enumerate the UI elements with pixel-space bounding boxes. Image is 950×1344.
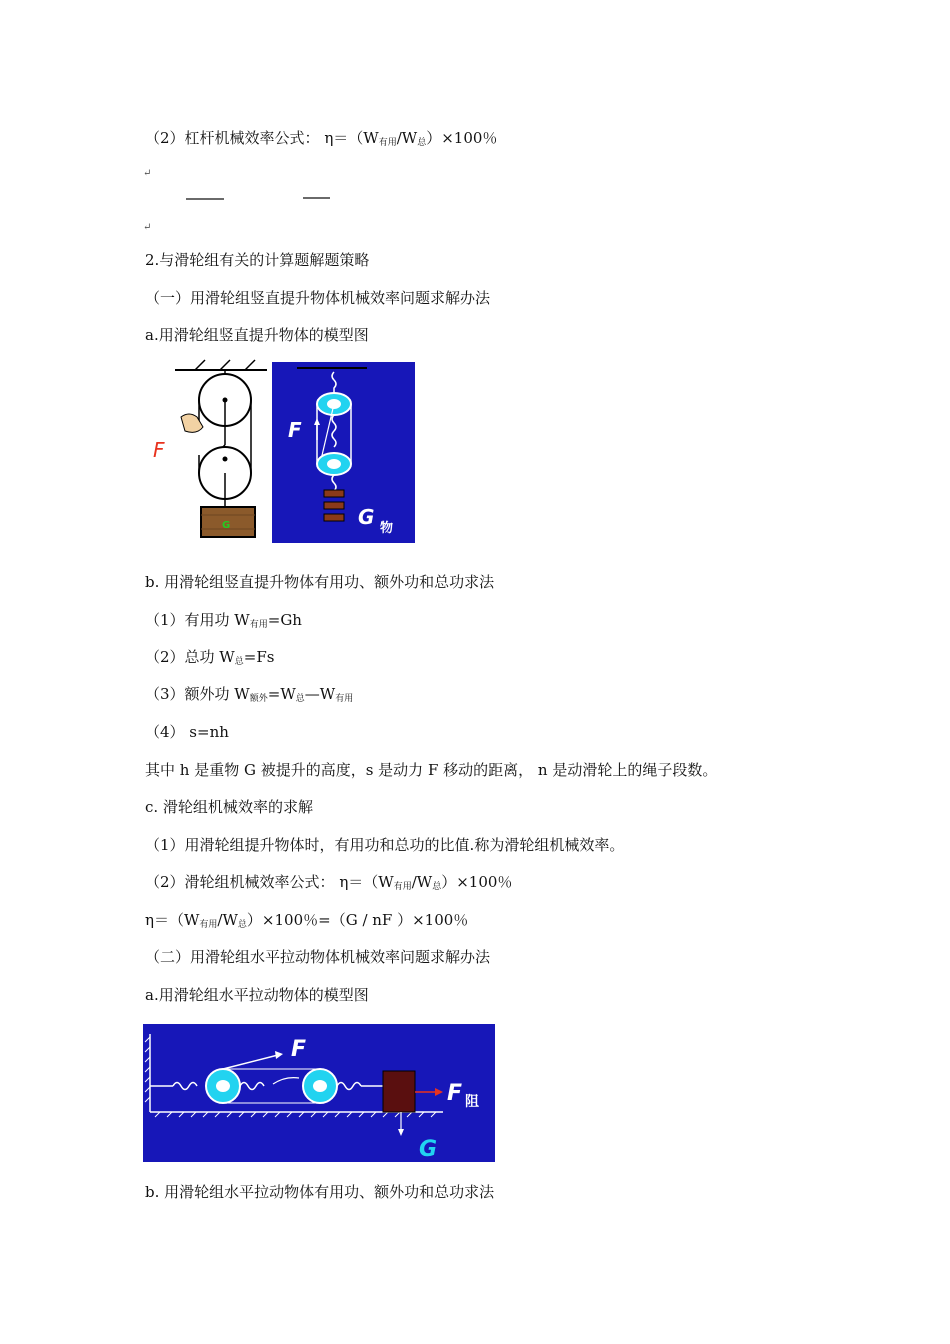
section-horizontal-pull: （二）用滑轮组水平拉动物体机械效率问题求解办法 [145, 948, 491, 966]
subscript: 有用 [199, 920, 218, 930]
dragged-block [383, 1071, 415, 1112]
weight-brick [324, 490, 344, 497]
distance-relation-line: （4） s=nh [145, 723, 229, 741]
pulley-hub [327, 459, 341, 469]
text: （2）杠杆机械效率公式： η＝（W [145, 129, 379, 147]
force-label: F [291, 1037, 307, 1062]
subscript: 总 [237, 920, 247, 930]
pulley-blue-svg [272, 362, 415, 543]
formula-image [150, 172, 395, 224]
variable-explanation: 其中 h 是重物 G 被提升的高度，s 是动力 F 移动的距离， n 是动滑轮上的绳子段数。 [145, 761, 718, 779]
text: ）×100％=（G / nF ）×100％ [246, 911, 469, 929]
text: =W [267, 685, 296, 703]
text: —W [304, 685, 336, 703]
horizontal-pulley-svg [143, 1024, 495, 1162]
heading-pulley-strategy: 2.与滑轮组有关的计算题解题策略 [145, 251, 370, 269]
text: /W [217, 911, 238, 929]
extra-work-line [145, 684, 353, 709]
axle [223, 457, 228, 462]
useful-work-line [145, 610, 302, 635]
subsection-horizontal-model: a.用滑轮组水平拉动物体的模型图 [145, 986, 369, 1004]
formula-svg [150, 172, 395, 224]
gravity-label: G [419, 1137, 438, 1162]
pulley-line-svg [145, 355, 270, 545]
text: =Gh [267, 611, 302, 629]
resistance-label-sub: 阻 [465, 1094, 479, 1110]
subsection-vertical-work: b. 用滑轮组竖直提升物体有用功、额外功和总功求法 [145, 573, 495, 591]
text: （2）总功 W [145, 648, 235, 666]
weight-brick [324, 514, 344, 521]
subsection-vertical-model: a.用滑轮组竖直提升物体的模型图 [145, 326, 369, 344]
weight-label: G [358, 505, 375, 529]
text: η＝（W [145, 911, 200, 929]
resistance-label: F [447, 1081, 463, 1106]
subsection-horizontal-work: b. 用滑轮组水平拉动物体有用功、额外功和总功求法 [145, 1183, 495, 1201]
paragraph-mark: ↵ [143, 222, 152, 233]
text: （2）滑轮组机械效率公式： η＝（W [145, 873, 394, 891]
efficiency-definition: （1）用滑轮组提升物体时，有用功和总功的比值.称为滑轮组机械效率。 [145, 836, 625, 854]
subscript: 总 [234, 657, 244, 667]
pulley-blue-diagram [272, 362, 415, 543]
pulley-efficiency-expanded [145, 910, 468, 935]
paragraph-mark: ↵ [143, 168, 152, 179]
text: /W [396, 129, 418, 147]
section-vertical-lift: （一）用滑轮组竖直提升物体机械效率问题求解办法 [145, 289, 491, 307]
force-label: F [288, 418, 302, 442]
weight-label-sub: 物 [380, 521, 394, 536]
pulley-hub [313, 1080, 327, 1092]
subscript: 有用 [378, 138, 397, 148]
text: （1）有用功 W [145, 611, 250, 629]
horizontal-pulley-diagram [143, 1024, 495, 1162]
text: =Fs [243, 648, 275, 666]
subscript: 总 [432, 882, 442, 892]
lever-efficiency-formula [145, 128, 497, 153]
subscript: 有用 [335, 694, 354, 704]
total-work-line [145, 647, 274, 672]
force-label: F [153, 438, 165, 462]
subsection-efficiency: c. 滑轮组机械效率的求解 [145, 798, 313, 816]
text: ）×100％ [441, 873, 513, 891]
text: （3）额外功 W [145, 685, 250, 703]
subscript: 有用 [393, 882, 412, 892]
ceiling-hatch [195, 360, 255, 370]
weight-label: G [222, 520, 231, 531]
subscript: 有用 [249, 620, 268, 630]
text: /W [411, 873, 433, 891]
subscript: 总 [417, 138, 427, 148]
pulley-hub [216, 1080, 230, 1092]
subscript: 总 [295, 694, 305, 704]
subscript: 额外 [249, 694, 268, 704]
weight-brick [324, 502, 344, 509]
pulley-efficiency-formula [145, 872, 512, 897]
text: ）×100％ [426, 129, 498, 147]
pulley-line-diagram [145, 355, 270, 545]
